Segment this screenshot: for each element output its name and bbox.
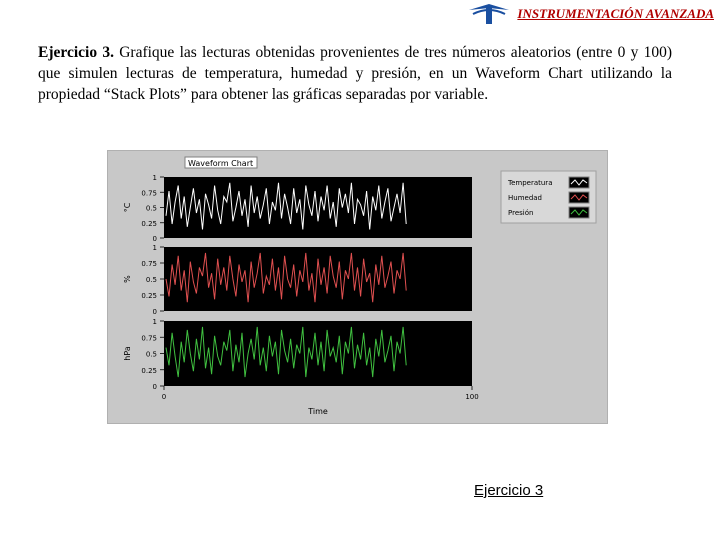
y-axis-label: °C [123,202,132,213]
exercise-text: Grafique las lecturas obtenidas provenientes de tres números aleatorios (entre 0 y 100) que simulen lecturas de temperatura, humedad y presión, en un Waveform Chart utilizando la propiedad “Stack Plots” para obtener las gráficas separadas por variable. [38,44,672,103]
waveform-chart-panel [107,150,608,424]
x-tick-label: 0 [161,393,167,401]
y-tick-label: 0 [152,235,157,243]
plot-area-3 [164,321,472,386]
y-tick-label: 0.25 [141,292,157,300]
x-axis-label: Time [308,407,328,416]
waveform-chart [108,151,607,423]
y-tick-label: 1 [152,174,157,182]
y-tick-label: 1 [152,244,157,252]
figure-caption: Ejercicio 3 [474,482,544,499]
y-tick-label: 0.5 [145,204,157,213]
header-title: INSTRUMENTACIÓN AVANZADA [517,6,714,21]
y-tick-label: 0 [152,383,157,391]
y-tick-label: 0.25 [141,366,157,375]
y-tick-label: 0.25 [141,219,157,228]
exercise-label: Ejercicio 3 [38,44,111,61]
y-tick-label: 0.75 [141,189,157,198]
y-axis-label: hPa [123,346,132,361]
y-tick-label: 0.75 [141,260,157,268]
institution-logo-icon [467,2,511,26]
y-axis-label: % [123,275,132,283]
legend-label: Humedad [508,194,543,202]
chart-title: Waveform Chart [188,159,254,168]
plot-area-1 [164,177,472,238]
exercise-statement: Ejercicio 3. Grafique las lecturas obtenidas provenientes de tres números aleatorios (entre 0 y 100) que simulen lecturas de temperatura, humedad y presión, en un Waveform Chart utilizando la propiedad “Stack Plots” para obtener las gráficas separadas por variable. [38,44,672,103]
y-tick-label: 1 [152,318,157,326]
y-tick-label: 0 [152,308,157,316]
legend-label: Presión [508,209,534,217]
y-tick-label: 0.5 [145,276,157,284]
y-tick-label: 0.75 [141,334,157,343]
page-header [467,2,714,26]
x-tick-label: 100 [465,393,479,401]
legend-label: Temperatura [508,179,553,187]
y-tick-label: 0.5 [145,350,157,359]
